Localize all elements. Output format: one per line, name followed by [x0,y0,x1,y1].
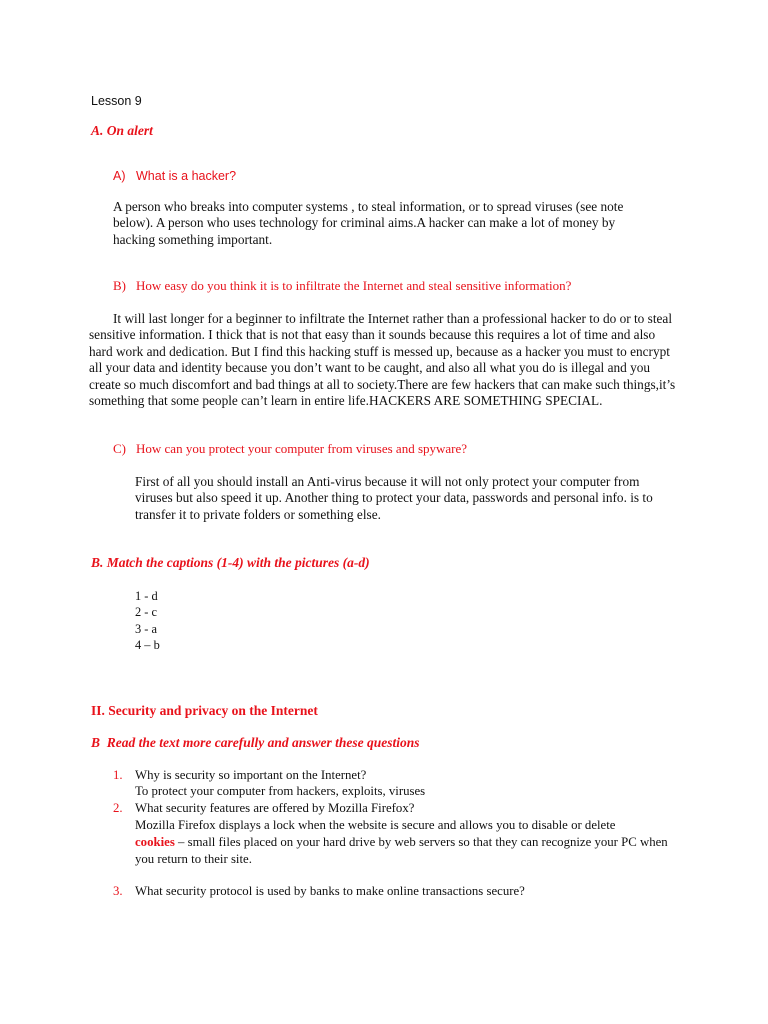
section-ii-title: II. Security and privacy on the Internet [91,703,318,718]
question-c-marker: C) [113,441,126,456]
cookies-term: cookies [135,835,175,849]
question-c: How can you protect your computer from viruses and spyware? [136,441,468,456]
question-a: What is a hacker? [136,169,237,183]
answer-c: First of all you should install an Anti-virus because it will not only protect your computer from viruses but also speed it up. Another thing to protect your data, passwords and personal info. is to transfer it to private folders or something else. [135,474,653,522]
question-3-number: 3. [113,884,123,898]
answer-b: It will last longer for a beginner to infiltrate the Internet rather than a professional hacker to do or to steal sensitive information. I thick that is not that easy than it sounds because this requires a lot of time and also hard work and dedication. But I find this hacking stuff is messed up, because as a hacker you must to encrypt all your data and identity because you don’t want to be caught, and also all what you do is illegal and you create so much discomfort and bad things at all to society.There are few hackers that can make such things,it’s something that some people can’t learn in entire life.HACKERS ARE SOMETHING SPECIAL. [89,311,676,409]
lesson-label: Lesson 9 [91,94,142,108]
answer-2-continuation: – small files placed on your hard drive by web servers so that they can recognize your PC when you return to their site. [135,835,668,866]
question-2: What security features are offered by Mozilla Firefox? [135,801,415,815]
match-pair-2: 2 - c [135,605,158,619]
question-1-number: 1. [113,768,123,782]
match-pair-4: 4 – b [135,638,160,652]
match-pair-1: 1 - d [135,589,158,603]
question-1: Why is security so important on the Internet? [135,768,367,782]
match-pair-3: 3 - a [135,622,158,636]
section-b-title: B. Match the captions (1-4) with the pictures (a-d) [91,555,370,570]
answer-2-rest [135,834,680,867]
answer-1: To protect your computer from hackers, exploits, viruses [135,784,426,798]
question-3: What security protocol is used by banks to make online transactions secure? [135,884,525,898]
question-b-marker: B) [113,278,126,293]
section-ii-subtitle: B Read the text more carefully and answer these questions [91,735,420,750]
question-b: How easy do you think it is to infiltrate the Internet and steal sensitive information? [136,278,572,293]
answer-a: A person who breaks into computer systems , to steal information, or to spread viruses (see note below). A person who uses technology for criminal aims.A hacker can make a lot of money by hacking something important. [113,199,624,247]
answer-2-line1: Mozilla Firefox displays a lock when the website is secure and allows you to disable or delete [135,818,616,832]
question-2-number: 2. [113,801,123,815]
section-a-title: A. On alert [91,123,153,138]
question-a-marker: A) [113,169,126,183]
